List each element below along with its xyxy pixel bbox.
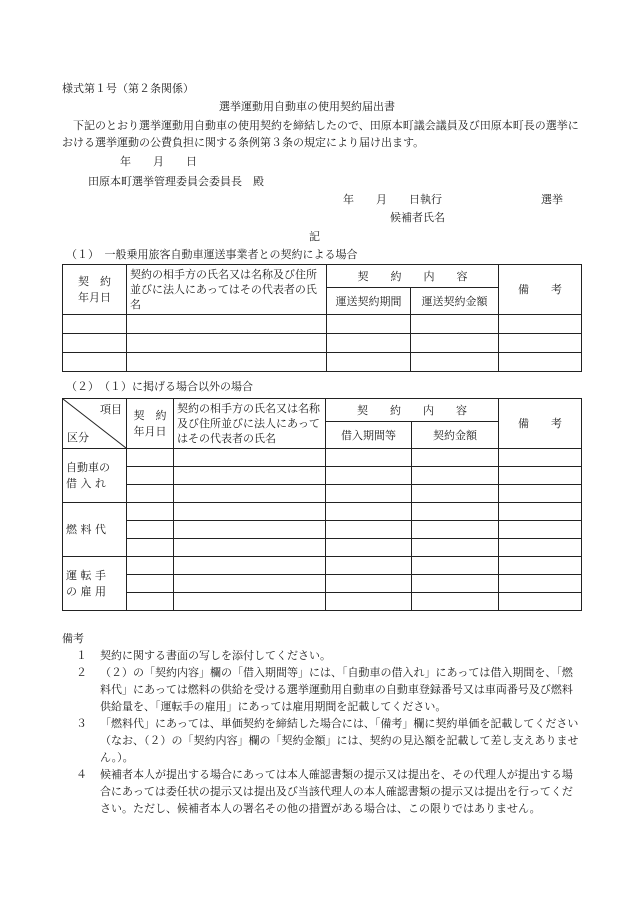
- s2-cell[interactable]: [326, 485, 412, 503]
- s2-cell[interactable]: [499, 575, 582, 593]
- s2-cell[interactable]: [127, 485, 174, 503]
- s1-cell[interactable]: [499, 353, 582, 372]
- s1-header-remarks: 備 考: [499, 265, 582, 315]
- s2-cell[interactable]: [127, 521, 174, 539]
- s2-cell[interactable]: [174, 521, 326, 539]
- s2-cell[interactable]: [174, 593, 326, 611]
- candidate-name-label: 候補者氏名: [390, 211, 445, 224]
- s2-cell[interactable]: [499, 467, 582, 485]
- s2-cell[interactable]: [127, 575, 174, 593]
- s1-header-period: 運送契約期間: [327, 288, 411, 315]
- s2-cell[interactable]: [499, 449, 582, 467]
- s2-cell[interactable]: [326, 557, 412, 575]
- note-text: （２）の「契約内容」欄の「借入期間等」には、「自動車の借入れ」にあっては借入期間を、「燃料代」にあっては燃料の供給を受ける選挙運動用自動車の自動車登録番号又は車両番号及び燃料供給量を、「運転手の雇用」にあっては雇用期間を記載してください。: [100, 666, 573, 713]
- s2-cell[interactable]: [326, 521, 412, 539]
- s1-cell[interactable]: [127, 315, 327, 334]
- s2-cell[interactable]: [127, 557, 174, 575]
- note-item: [62, 647, 582, 664]
- s2-cell[interactable]: [127, 503, 174, 521]
- s2-header-amount: 契約金額: [412, 422, 499, 449]
- election-suffix: 選挙: [541, 193, 563, 206]
- note-number: ２: [76, 666, 87, 679]
- note-item: [62, 766, 582, 817]
- s2-header-item: 項目: [100, 403, 122, 416]
- submission-date: 年 月 日: [120, 155, 197, 168]
- note-item: [62, 715, 582, 766]
- s2-cell[interactable]: [412, 467, 499, 485]
- s1-cell[interactable]: [411, 334, 499, 353]
- s2-cell[interactable]: [412, 539, 499, 557]
- s2-cell[interactable]: [326, 593, 412, 611]
- s2-cell[interactable]: [174, 485, 326, 503]
- election-date: 年 月 日執行: [343, 193, 442, 206]
- note-text: 候補者本人が提出する場合にあっては本人確認書類の提示又は提出を、その代理人が提出する場合にあっては委任状の提示又は提出及び当該代理人の本人確認書類の提示又は提出を行ってください。ただし、候補者本人の署名その他の措置がある場合は、この限りではありません。: [100, 768, 573, 815]
- s2-row-label-fuel: 燃 料 代: [63, 503, 127, 557]
- s2-header-date: 契 約 年月日: [127, 399, 174, 449]
- s1-header-contract: 契 約 内 容: [327, 265, 499, 288]
- s1-header-amount: 運送契約金額: [411, 288, 499, 315]
- ki-marker: 記: [309, 230, 320, 243]
- s1-cell[interactable]: [63, 315, 127, 334]
- s1-data-row: [63, 334, 582, 353]
- s2-cell[interactable]: [127, 449, 174, 467]
- s2-header-period: 借入期間等: [326, 422, 412, 449]
- s1-cell[interactable]: [411, 353, 499, 372]
- s1-cell[interactable]: [127, 334, 327, 353]
- s2-cell[interactable]: [326, 539, 412, 557]
- s2-cell[interactable]: [499, 503, 582, 521]
- s2-cell[interactable]: [499, 485, 582, 503]
- s1-data-row: [63, 353, 582, 372]
- s2-row-label-car: 自動車の 借 入 れ: [63, 449, 127, 503]
- s2-cell[interactable]: [499, 521, 582, 539]
- section1-heading: （１） 一般乗用旅客自動車運送事業者との契約による場合: [66, 248, 358, 261]
- notes-heading: 備考: [62, 632, 84, 645]
- section2-table: [62, 398, 582, 611]
- s2-cell[interactable]: [174, 503, 326, 521]
- s2-cell[interactable]: [412, 575, 499, 593]
- s2-cell[interactable]: [412, 593, 499, 611]
- notes-section: [62, 630, 582, 817]
- s1-cell[interactable]: [327, 315, 411, 334]
- s2-cell[interactable]: [127, 467, 174, 485]
- s2-cell[interactable]: [174, 467, 326, 485]
- note-item: [62, 664, 582, 715]
- document-title: 選挙運動用自動車の使用契約届出書: [219, 100, 395, 113]
- s2-header-remarks: 備 考: [499, 399, 582, 449]
- s2-cell[interactable]: [127, 539, 174, 557]
- s2-cell[interactable]: [174, 575, 326, 593]
- s2-cell[interactable]: [174, 539, 326, 557]
- note-text: 「燃料代」にあっては、単価契約を締結した場合には、「備考」欄に契約単価を記載してください（なお、（２）の「契約内容」欄の「契約金額」には、契約の見込額を記載して差し支えありません。）。: [100, 717, 579, 764]
- s2-cell[interactable]: [412, 557, 499, 575]
- s2-header-kubun: 区分: [67, 431, 89, 444]
- s1-cell[interactable]: [411, 315, 499, 334]
- form-id: 様式第１号（第２条関係）: [62, 82, 194, 95]
- section2-heading: （２） （１）に掲げる場合以外の場合: [66, 380, 253, 393]
- s1-cell[interactable]: [63, 334, 127, 353]
- s2-cell[interactable]: [412, 449, 499, 467]
- s2-cell[interactable]: [326, 449, 412, 467]
- s1-cell[interactable]: [327, 334, 411, 353]
- s2-cell[interactable]: [412, 503, 499, 521]
- s1-cell[interactable]: [499, 334, 582, 353]
- s2-cell[interactable]: [499, 593, 582, 611]
- s2-cell[interactable]: [499, 539, 582, 557]
- s2-cell[interactable]: [326, 467, 412, 485]
- s2-header-item-kubun: [63, 399, 127, 449]
- s2-row-label-driver: 運 転 手 の 雇 用: [63, 557, 127, 611]
- s2-cell[interactable]: [326, 503, 412, 521]
- note-number: ３: [76, 717, 87, 730]
- s2-cell[interactable]: [412, 485, 499, 503]
- s2-cell[interactable]: [174, 449, 326, 467]
- s2-header-contract: 契 約 内 容: [326, 399, 499, 422]
- s2-cell[interactable]: [127, 593, 174, 611]
- s2-cell[interactable]: [326, 575, 412, 593]
- intro-paragraph: 下記のとおり選挙運動用自動車の使用契約を締結したので、田原本町議会議員及び田原本町長の選挙における選挙運動の公費負担に関する条例第３条の規定により届け出ます。: [62, 119, 579, 149]
- s1-cell[interactable]: [127, 353, 327, 372]
- s1-header-date: 契 約 年月日: [63, 265, 127, 315]
- note-number: ４: [76, 768, 87, 781]
- s1-data-row: [63, 315, 582, 334]
- s2-cell[interactable]: [412, 521, 499, 539]
- addressee: 田原本町選挙管理委員会委員長 殿: [88, 175, 264, 188]
- s2-header-party: 契約の相手方の氏名又は名称及び住所並びに法人にあってはその代表者の氏名: [174, 399, 326, 449]
- note-text: 契約に関する書面の写しを添付してください。: [100, 649, 331, 662]
- s1-cell[interactable]: [499, 315, 582, 334]
- s1-cell[interactable]: [327, 353, 411, 372]
- section1-table: [62, 264, 582, 372]
- s1-cell[interactable]: [63, 353, 127, 372]
- note-number: １: [76, 649, 87, 662]
- s2-cell[interactable]: [174, 557, 326, 575]
- s1-header-party: 契約の相手方の氏名又は名称及び住所並びに法人にあってはその代表者の氏名: [127, 265, 327, 315]
- s2-cell[interactable]: [499, 557, 582, 575]
